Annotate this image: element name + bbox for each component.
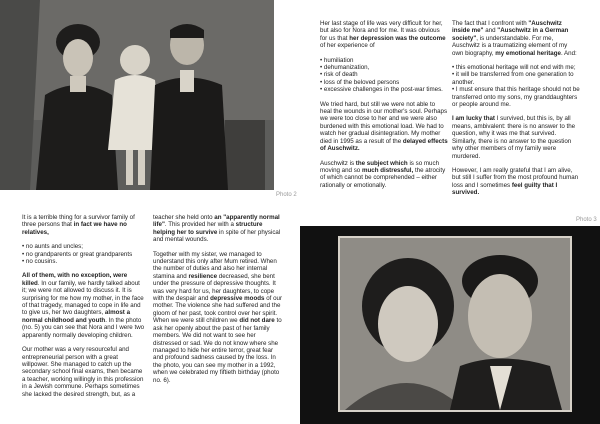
bottom-middle-column [153,214,283,391]
paragraph: Together with my sister, we managed to understand this only after Mum retired. When the number of duties and also her internal stamina and resilience decreased, she bent under the pressure of depressive thoughts. It was very hard for us, her daughters, to cope with the despair and depressive moods of our mother. The violence she had suffered and the gloom of her past, took control over her spirit. When we were still children we did not dare to ask her openly about the past of her family members. We did not want to see her distressed or sad. We do not know where she managed to hide her entire terror, great fear and profound sadness caused by the loss. In the photo, you can see my mother in a 1992, when we celebrated my fiftieth birthday (photo no. 6). [153,250,283,384]
list-item: • no grandparents or great grandparents [22,250,133,258]
list-item: • this emotional heritage will not end with me; [452,64,576,72]
photo2-caption: Photo 2 [276,192,297,198]
relatives-list [22,243,146,265]
list-item: • dehumanization, [320,64,370,72]
bottom-left-column [22,214,146,405]
paragraph: Auschwitz is the subject which is so much moving and so much distressful, the atrocity of which cannot be comprehended – either rationally or emotionally. [320,159,446,189]
list-item: • excessive challenges in the post-war times. [320,86,443,94]
paragraph: teacher she held onto an "apparently normal life". This provided her with a structure helping her to survive in spite of her physical and mental wounds. [153,214,281,244]
list-item: • I must ensure that this heritage should not be transferred onto my sons, my granddaughters or people around me. [452,86,580,109]
loss-list [320,57,448,94]
paragraph: However, I am really grateful that I am alive, but still I suffer from the most profound human loss and I sometimes feel guilty that I survived. [452,166,579,197]
paragraph: Her last stage of life was very difficult for her, but also for Nora and for me. It was obvious for us that her depression was the outcome of her experience of [320,20,446,50]
paragraph: The fact that I confront with "Auschwitz inside me" and "Auschwitz in a German society", is understandable. For me, Auschwitz is a traumatizing element of my own biography, my emotional heritage. And: [452,20,577,57]
paragraph: Our mother was a very resourceful and entrepreneurial person with a great willpower. She managed to catch up the secondary school final exams, then became a teacher, working willingly in this profession in a Jewish commune. Perhaps sometimes she lacked the desired strength, but, as a [22,346,144,398]
paragraph: We tried hard, but still we were not able to heal the wounds in our mother's soul. Perhaps we were too close to her and we were also burdened with this emotional load. We had to watch her gradual disintegration. My mother died in 1995 as a result of the delayed effects of Auschwitz. [320,100,448,153]
couple-photo [300,226,600,424]
list-item: • risk of death [320,71,358,79]
heritage-list [452,64,580,108]
top-middle-column [320,20,448,196]
list-item: • it will be transferred from one generation to another. [452,71,574,86]
list-item: • humiliation [320,56,354,64]
paragraph: It is a terrible thing for a survivor family of three persons that in fact we have no relatives, [22,214,135,236]
top-right-column [452,20,580,204]
family-photo [0,0,274,190]
paragraph: I am lucky that I survived, but this is, by all means, ambivalent: there is no answer to the question, why it was me that survived. Similarly, there is no answer to the question why other members of my family were murdered. [452,115,576,160]
list-item: • no cousins. [22,258,58,266]
list-item: • no aunts and uncles; [22,243,83,251]
paragraph: All of them, with no exception, were killed. In our family, we hardly talked about it; we were not allowed to discuss it. It is surprising for me how my mother, in the face of that tragedy, managed to cope in life and to give us, her two daughters, almost a normal childhood and youth. In the photo (no. 5) you can see that Nora and I were two apparently normally developing children. [22,272,145,339]
list-item: • loss of the beloved persons [320,78,400,86]
photo3-caption: Photo 3 [576,217,597,223]
